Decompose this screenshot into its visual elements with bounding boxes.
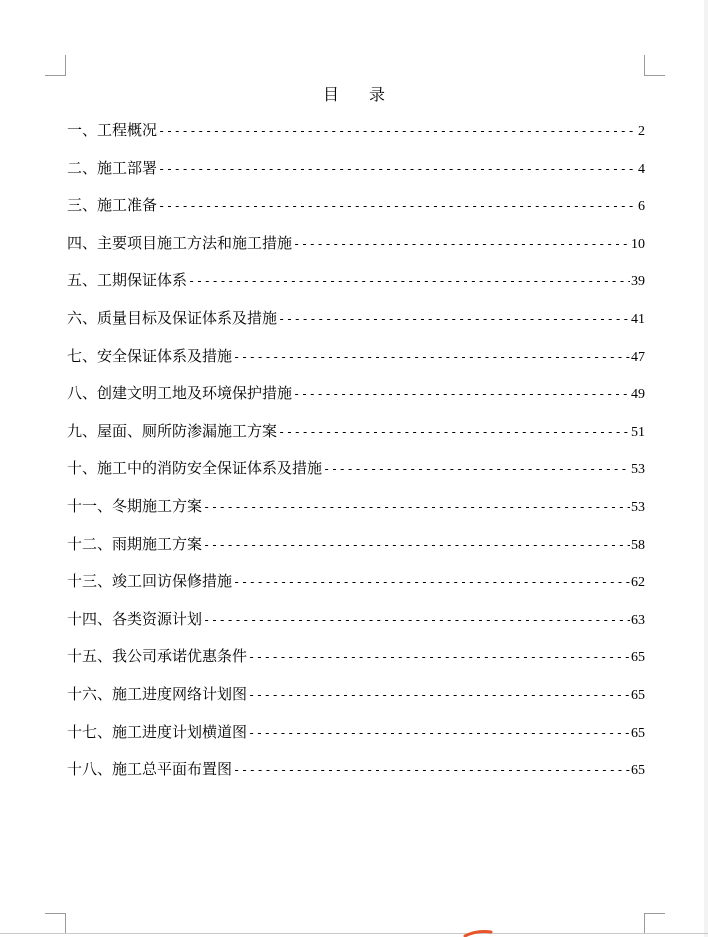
toc-dot-leader <box>323 462 630 476</box>
toc-dot-leader <box>233 575 630 589</box>
toc-entry-page-number: 53 <box>631 499 645 515</box>
toc-entry-page-number: 39 <box>631 274 645 290</box>
toc-dot-leader <box>248 688 630 702</box>
toc-entry-label: 九、屋面、厕所防渗漏施工方案 <box>67 421 278 440</box>
toc-entry-page-number: 10 <box>631 236 645 252</box>
crop-mark-top-right <box>644 55 665 76</box>
toc-dot-leader <box>203 538 630 552</box>
table-of-contents <box>67 119 645 796</box>
toc-dot-leader <box>248 726 630 740</box>
toc-entry[interactable] <box>67 382 645 420</box>
toc-entry-page-number: 51 <box>631 424 645 440</box>
toc-dot-leader <box>293 237 630 251</box>
toc-entry[interactable] <box>67 645 645 683</box>
toc-entry-label: 十二、雨期施工方案 <box>67 534 203 553</box>
toc-entry[interactable] <box>67 345 645 383</box>
toc-entry-page-number: 63 <box>631 612 645 628</box>
toc-entry[interactable] <box>67 269 645 307</box>
toc-dot-leader <box>158 162 637 176</box>
toc-entry-label: 五、工期保证体系 <box>67 271 188 290</box>
toc-entry-label: 一、工程概况 <box>67 121 158 139</box>
toc-entry[interactable] <box>67 194 645 232</box>
toc-entry-label: 十八、施工总平面布置图 <box>67 760 233 779</box>
toc-entry-label: 十五、我公司承诺优惠条件 <box>67 647 248 666</box>
toc-dot-leader <box>293 387 630 401</box>
toc-entry[interactable] <box>67 608 645 646</box>
toc-entry[interactable] <box>67 570 645 608</box>
toc-dot-leader <box>278 312 630 326</box>
toc-title-part2: 录 <box>369 85 386 104</box>
page-bottom-edge <box>0 933 708 934</box>
toc-entry-page-number: 53 <box>631 462 645 478</box>
toc-dot-leader <box>233 763 630 777</box>
toc-entry[interactable] <box>67 157 645 195</box>
toc-entry[interactable] <box>67 683 645 721</box>
toc-entry[interactable] <box>67 495 645 533</box>
toc-entry-label: 七、安全保证体系及措施 <box>67 346 233 365</box>
toc-entry-label: 十一、冬期施工方案 <box>67 496 203 515</box>
crop-mark-bottom-right <box>644 913 665 934</box>
toc-entry-label: 四、主要项目施工方法和施工措施 <box>67 233 293 252</box>
toc-dot-leader <box>203 500 630 514</box>
toc-entry-page-number: 6 <box>638 199 645 215</box>
toc-dot-leader <box>158 199 637 213</box>
toc-entry[interactable] <box>67 721 645 759</box>
toc-entry-label: 八、创建文明工地及环境保护措施 <box>67 384 293 403</box>
toc-entry-label: 十、施工中的消防安全保证体系及措施 <box>67 459 323 478</box>
toc-dot-leader <box>158 124 637 138</box>
toc-entry-page-number: 65 <box>631 763 645 779</box>
toc-dot-leader <box>203 613 630 627</box>
toc-entry-page-number: 41 <box>631 311 645 327</box>
page-edge-shadow <box>704 0 708 937</box>
pen-stroke-icon <box>463 929 493 937</box>
toc-dot-leader <box>278 425 630 439</box>
toc-entry-label: 十七、施工进度计划横道图 <box>67 722 248 741</box>
crop-mark-bottom-left <box>45 913 66 934</box>
toc-entry-page-number: 47 <box>631 349 645 365</box>
toc-entry-page-number: 62 <box>631 575 645 591</box>
toc-entry-page-number: 4 <box>638 161 645 177</box>
toc-entry[interactable] <box>67 420 645 458</box>
toc-entry[interactable] <box>67 232 645 270</box>
crop-mark-top-left <box>45 55 66 76</box>
toc-entry-label: 二、施工部署 <box>67 158 158 177</box>
toc-entry[interactable] <box>67 307 645 345</box>
toc-entry-label: 十六、施工进度网络计划图 <box>67 684 248 703</box>
toc-entry-label: 十三、竣工回访保修措施 <box>67 572 233 591</box>
toc-entry[interactable] <box>67 119 645 157</box>
toc-entry-page-number: 2 <box>638 124 645 139</box>
toc-title <box>0 82 708 105</box>
toc-entry-page-number: 65 <box>631 687 645 703</box>
toc-entry-label: 六、质量目标及保证体系及措施 <box>67 308 278 327</box>
toc-entry-page-number: 65 <box>631 725 645 741</box>
toc-entry-page-number: 49 <box>631 387 645 403</box>
toc-entry-page-number: 58 <box>631 537 645 553</box>
toc-entry-label: 三、施工准备 <box>67 196 158 215</box>
toc-entry[interactable] <box>67 758 645 796</box>
toc-entry-page-number: 65 <box>631 650 645 666</box>
toc-entry[interactable] <box>67 457 645 495</box>
toc-dot-leader <box>188 274 630 288</box>
toc-title-part1: 目 <box>322 85 339 104</box>
toc-dot-leader <box>248 650 630 664</box>
toc-dot-leader <box>233 350 630 364</box>
toc-entry-label: 十四、各类资源计划 <box>67 609 203 628</box>
toc-entry[interactable] <box>67 533 645 571</box>
